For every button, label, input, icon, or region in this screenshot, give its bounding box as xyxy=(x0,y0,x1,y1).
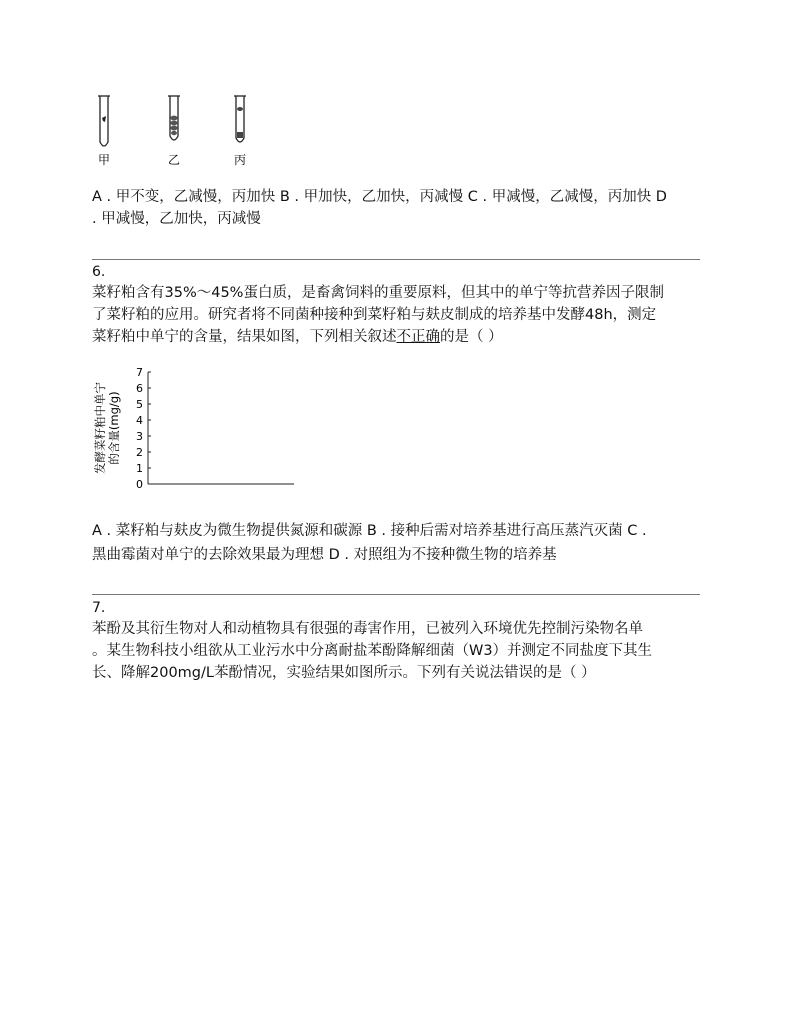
q6-stem-line3 xyxy=(92,326,503,348)
q6-stem-line3-a: 菜籽粕中单宁的含量，结果如图，下列相关叙述 xyxy=(92,329,397,345)
phenol-line-chart xyxy=(88,696,548,910)
q7-number: 7. xyxy=(92,600,106,616)
tube-yi xyxy=(168,96,180,140)
y-tick-label: 7 xyxy=(136,366,143,379)
divider xyxy=(92,259,700,260)
q6-stem-line3-b: 的是（ ） xyxy=(440,329,503,345)
tube-label-bing: 丙 xyxy=(234,153,247,167)
y-tick-label: 5 xyxy=(136,398,143,411)
test-tubes-figure xyxy=(90,92,270,170)
q6-stem-line2: 了菜籽粕的应用。研究者将不同菌种接种到菜籽粕与麸皮制成的培养基中发酵48h，测定 xyxy=(92,307,657,323)
y-axis-label xyxy=(93,382,121,474)
q6-number: 6. xyxy=(92,264,106,280)
q6-stem-line1: 菜籽粕含有35%～45%蛋白质，是畜禽饲料的重要原料，但其中的单宁等抗营养因子限制 xyxy=(92,285,664,301)
y-axis-label-line2: 的含量(mg/g) xyxy=(107,391,121,465)
y-tick-label: 0 xyxy=(136,478,143,491)
q5-options-line2: . 甲减慢，乙加快，丙减慢 xyxy=(92,211,261,227)
y-tick-label: 3 xyxy=(136,430,143,443)
q6-stem-underlined: 不正确 xyxy=(396,329,440,345)
q7-stem-line2: 。某生物科技小组欲从工业污水中分离耐盐苯酚降解细菌（W3）并测定不同盐度下其生 xyxy=(92,643,653,659)
y-axis-label-line1: 发酵菜籽粕中单宁 xyxy=(93,382,107,474)
y-tick-label: 4 xyxy=(136,414,143,427)
tube-jia xyxy=(98,96,110,146)
tube-label-yi: 乙 xyxy=(168,153,181,167)
q6-options-line2: 黑曲霉菌对单宁的去除效果最为理想 D . 对照组为不接种微生物的培养基 xyxy=(92,547,557,563)
tannin-bar-chart xyxy=(88,360,428,508)
y-tick-label: 6 xyxy=(136,382,143,395)
tube-bing xyxy=(234,96,246,142)
y-tick-label: 2 xyxy=(136,446,143,459)
q6-options-line1: A . 菜籽粕与麸皮为微生物提供氮源和碳源 B . 接种后需对培养基进行高压蒸汽灭菌 C . xyxy=(92,523,647,539)
y-tick-label: 1 xyxy=(136,462,143,475)
q7-stem-line1: 苯酚及其衍生物对人和动植物具有很强的毒害作用，已被列入环境优先控制污染物名单 xyxy=(92,621,643,637)
q5-options-line1: A . 甲不变，乙减慢，丙加快 B . 甲加快，乙加快，丙减慢 C . 甲减慢，乙减慢，丙加快 D xyxy=(92,189,667,205)
tube-label-jia: 甲 xyxy=(98,153,111,167)
q7-stem-line3: 长、降解200mg/L苯酚情况，实验结果如图所示。下列有关说法错误的是（ ） xyxy=(92,665,596,681)
divider xyxy=(92,594,700,595)
